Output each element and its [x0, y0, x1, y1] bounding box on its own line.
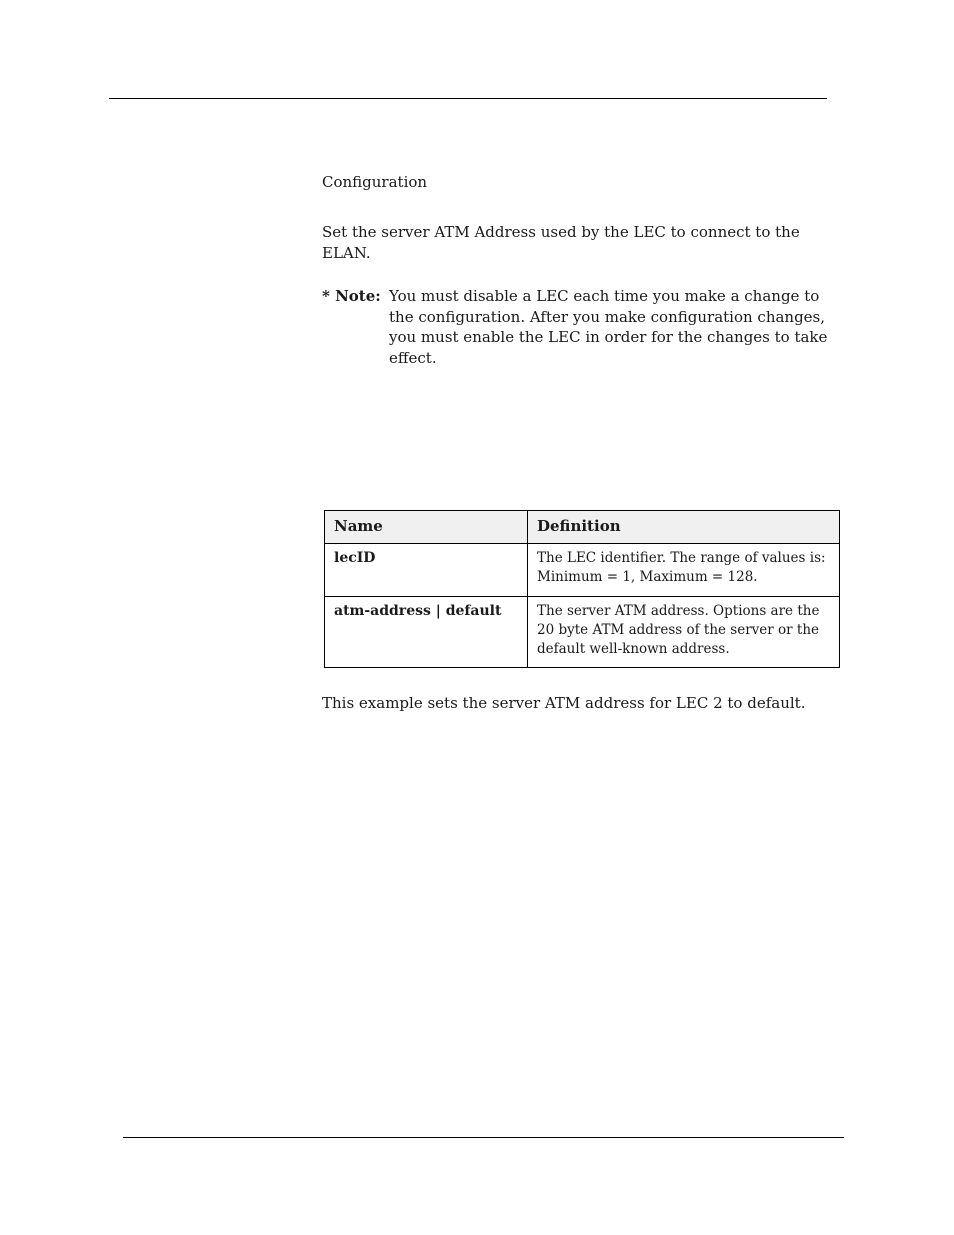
- param-name-atm-address: atm-address | default: [325, 597, 528, 668]
- note-text: You must disable a LEC each time you make a change to the configuration. After you make configuration changes, you must enable the LEC in order for the changes to take effect.: [389, 287, 828, 367]
- column-header-definition: Definition: [528, 511, 840, 544]
- table-row: [325, 597, 840, 668]
- note-label: * Note:: [322, 287, 381, 305]
- description-paragraph: Set the server ATM Address used by the LEC to connect to the ELAN.: [322, 223, 800, 262]
- param-definition-lecid: The LEC identifier. The range of values is: Minimum = 1, Maximum = 128.: [528, 544, 840, 597]
- parameter-table: [324, 510, 840, 668]
- header-rule: [109, 98, 827, 99]
- column-header-name: Name: [325, 511, 528, 544]
- note-block: [322, 286, 832, 368]
- footer-rule: [123, 1137, 844, 1138]
- section-label: Configuration: [322, 173, 428, 191]
- param-definition-atm-address: The server ATM address. Options are the 20 byte ATM address of the server or the default well-known address.: [528, 597, 840, 668]
- table-row: [325, 544, 840, 597]
- param-name-lecid: lecID: [325, 544, 528, 597]
- example-text: This example sets the server ATM address for LEC 2 to default.: [322, 694, 806, 712]
- table-header-row: [325, 511, 840, 544]
